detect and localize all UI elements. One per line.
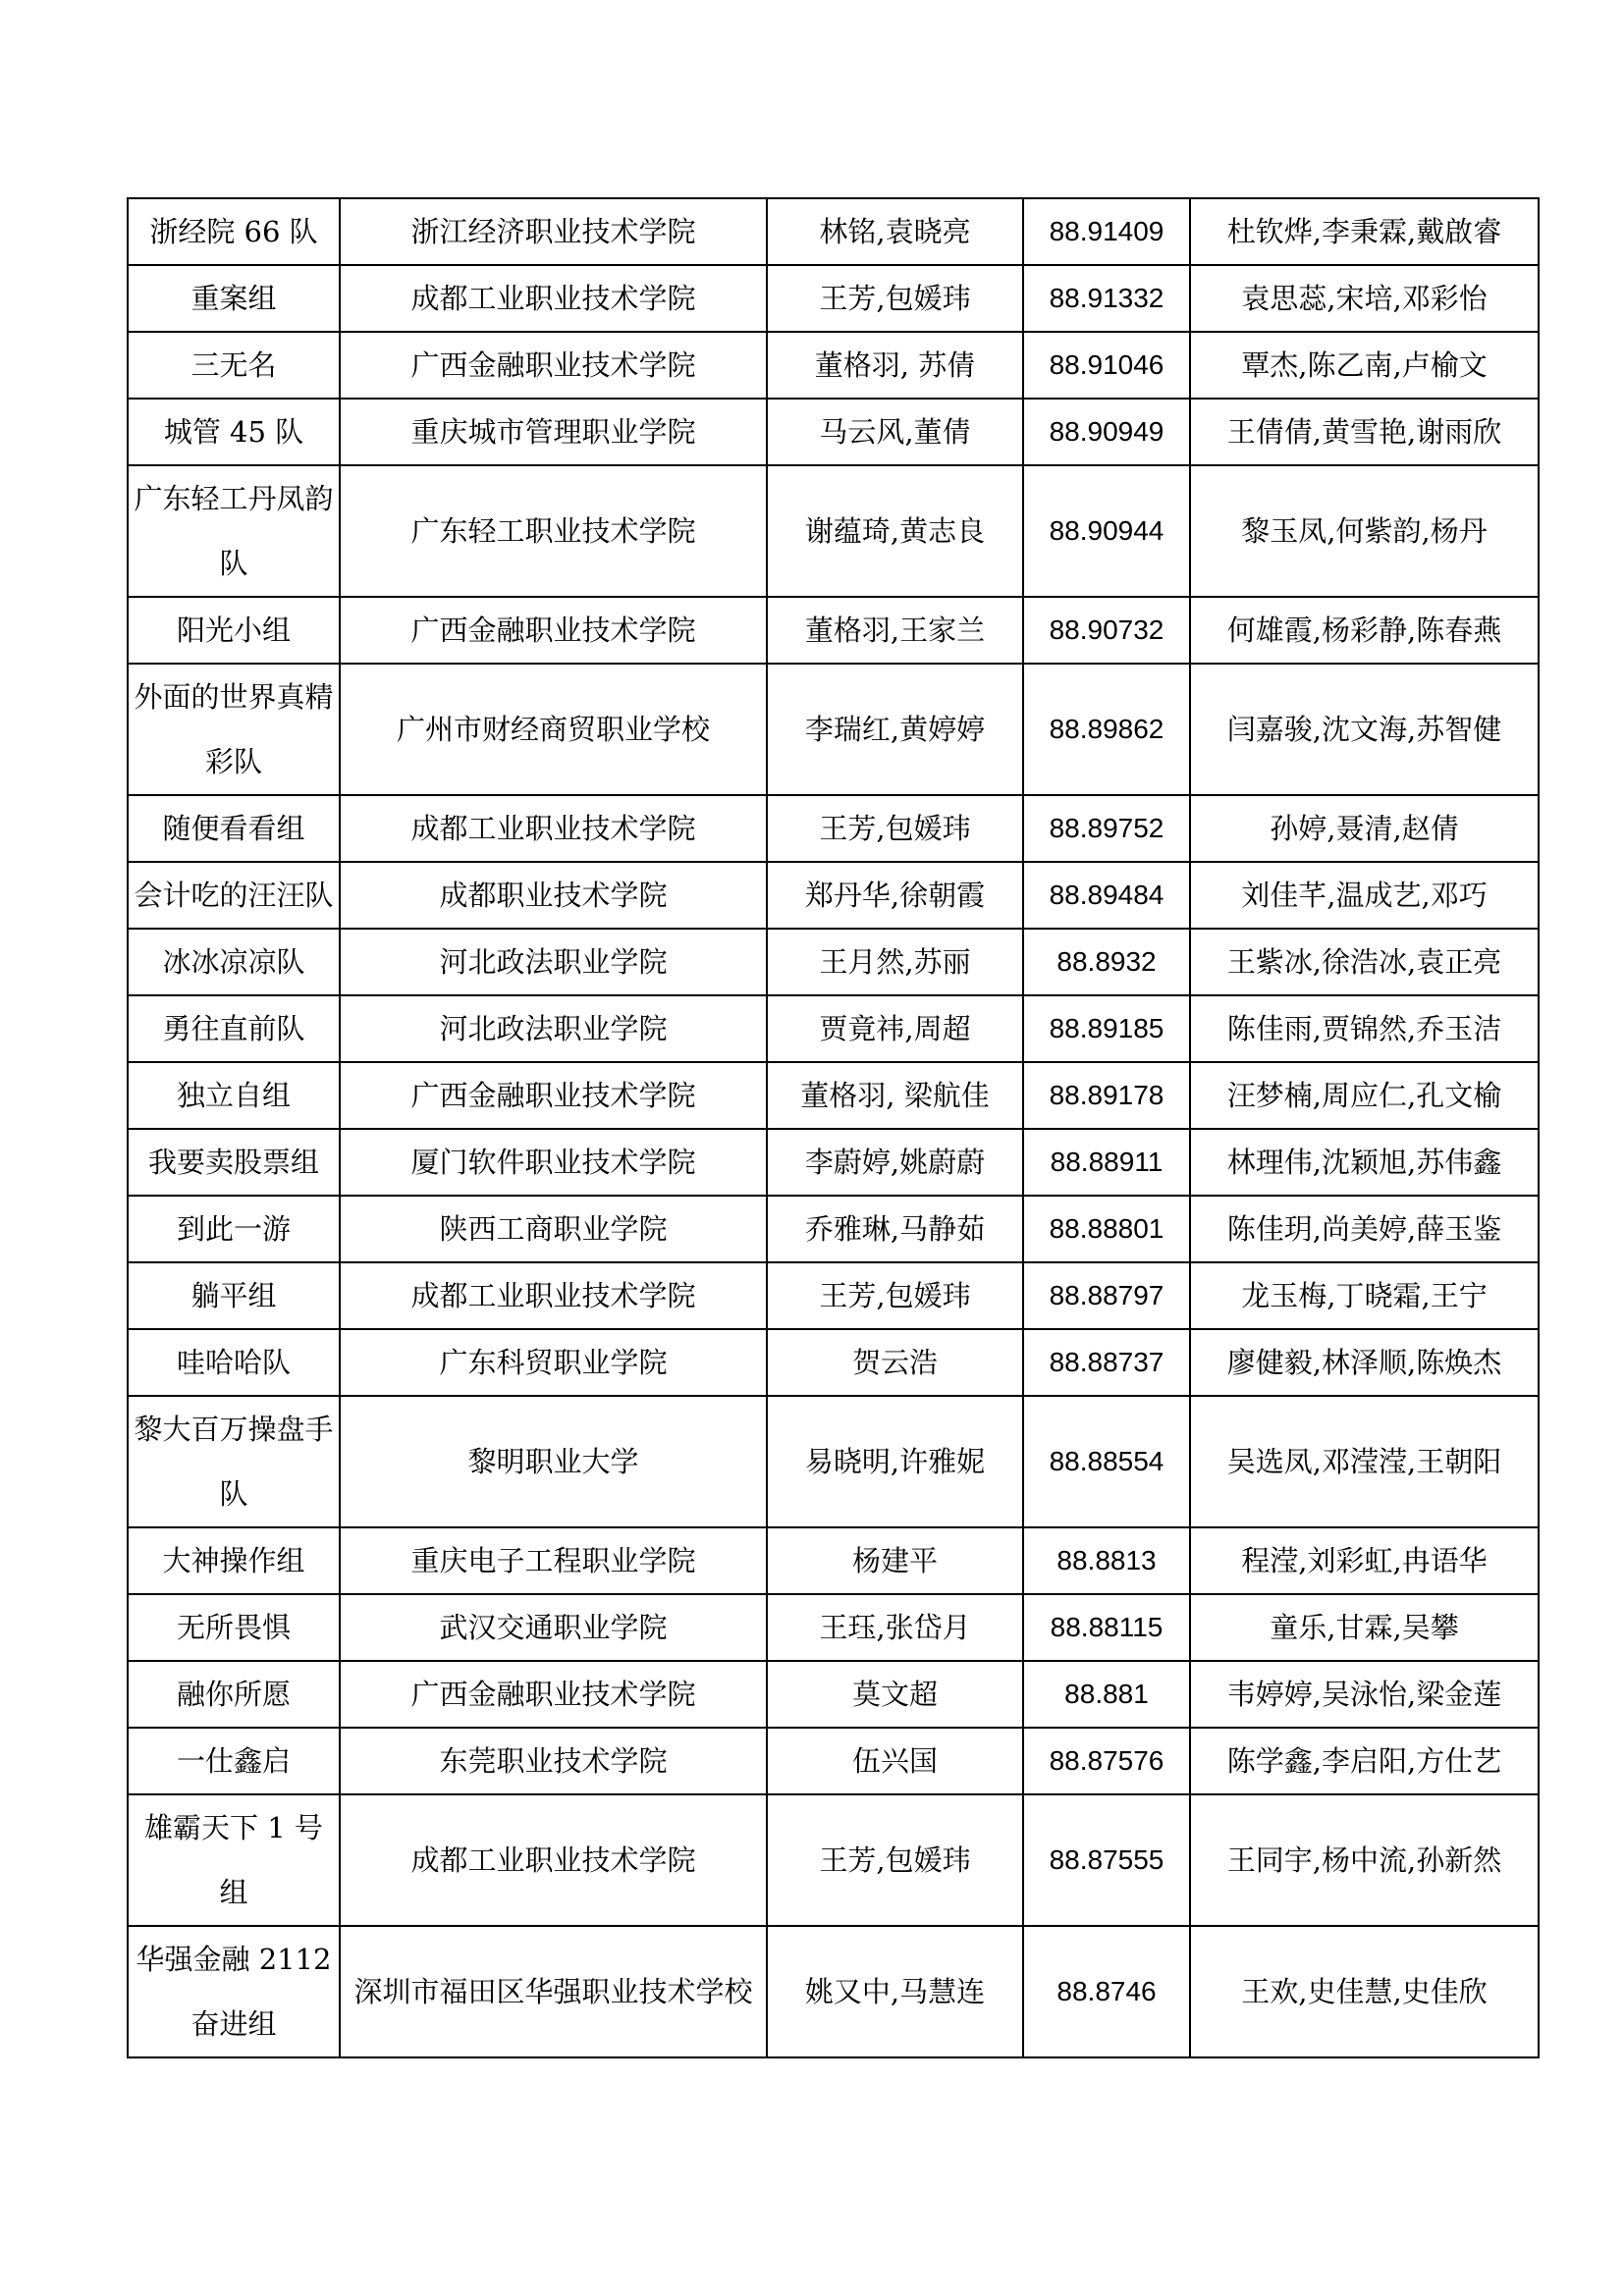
school-cell: 广西金融职业技术学院 xyxy=(340,1062,767,1129)
advisors-cell: 贾竟祎,周超 xyxy=(767,995,1023,1062)
table-row xyxy=(128,862,1539,929)
table-row xyxy=(128,399,1539,465)
score-cell: 88.89178 xyxy=(1023,1062,1190,1129)
advisors-cell: 王月然,苏丽 xyxy=(767,929,1023,995)
advisors-cell: 易晓明,许雅妮 xyxy=(767,1396,1023,1527)
score-cell: 88.88801 xyxy=(1023,1196,1190,1262)
team-name-cell: 广东轻工丹凤韵队 xyxy=(128,465,340,597)
table-row xyxy=(128,1594,1539,1661)
members-cell: 黎玉凤,何紫韵,杨丹 xyxy=(1190,465,1539,597)
table-row xyxy=(128,332,1539,399)
team-name-cell: 到此一游 xyxy=(128,1196,340,1262)
members-cell: 吴选凤,邓滢滢,王朝阳 xyxy=(1190,1396,1539,1527)
members-cell: 陈佳玥,尚美婷,薛玉鉴 xyxy=(1190,1196,1539,1262)
members-cell: 王倩倩,黄雪艳,谢雨欣 xyxy=(1190,399,1539,465)
score-cell: 88.87555 xyxy=(1023,1794,1190,1926)
members-cell: 覃杰,陈乙南,卢榆文 xyxy=(1190,332,1539,399)
score-cell: 88.91332 xyxy=(1023,265,1190,332)
advisors-cell: 杨建平 xyxy=(767,1527,1023,1594)
team-name-cell: 阳光小组 xyxy=(128,597,340,664)
members-cell: 王欢,史佳慧,史佳欣 xyxy=(1190,1926,1539,2057)
school-cell: 黎明职业大学 xyxy=(340,1396,767,1527)
score-cell: 88.89484 xyxy=(1023,862,1190,929)
table-row xyxy=(128,1794,1539,1926)
school-cell: 广西金融职业技术学院 xyxy=(340,332,767,399)
members-cell: 王紫冰,徐浩冰,袁正亮 xyxy=(1190,929,1539,995)
table-row xyxy=(128,1661,1539,1728)
score-cell: 88.88911 xyxy=(1023,1129,1190,1196)
table-row xyxy=(128,795,1539,862)
score-cell: 88.881 xyxy=(1023,1661,1190,1728)
score-cell: 88.90944 xyxy=(1023,465,1190,597)
score-cell: 88.89185 xyxy=(1023,995,1190,1062)
team-name-cell: 雄霸天下 1 号组 xyxy=(128,1794,340,1926)
table-row xyxy=(128,1196,1539,1262)
school-cell: 武汉交通职业学院 xyxy=(340,1594,767,1661)
score-cell: 88.88115 xyxy=(1023,1594,1190,1661)
school-cell: 成都工业职业技术学院 xyxy=(340,795,767,862)
advisors-cell: 林铭,袁晓亮 xyxy=(767,198,1023,265)
table-row xyxy=(128,1396,1539,1527)
advisors-cell: 董格羽, 梁航佳 xyxy=(767,1062,1023,1129)
advisors-cell: 王芳,包媛玮 xyxy=(767,1794,1023,1926)
team-name-cell: 随便看看组 xyxy=(128,795,340,862)
team-name-cell: 融你所愿 xyxy=(128,1661,340,1728)
school-cell: 成都工业职业技术学院 xyxy=(340,1794,767,1926)
score-cell: 88.89752 xyxy=(1023,795,1190,862)
team-name-cell: 华强金融 2112 奋进组 xyxy=(128,1926,340,2057)
table-row xyxy=(128,664,1539,795)
table-row xyxy=(128,1262,1539,1329)
score-cell: 88.88554 xyxy=(1023,1396,1190,1527)
results-table-body xyxy=(128,198,1539,2057)
advisors-cell: 王芳,包媛玮 xyxy=(767,795,1023,862)
score-cell: 88.89862 xyxy=(1023,664,1190,795)
members-cell: 王同宇,杨中流,孙新然 xyxy=(1190,1794,1539,1926)
advisors-cell: 董格羽, 苏倩 xyxy=(767,332,1023,399)
members-cell: 程滢,刘彩虹,冉语华 xyxy=(1190,1527,1539,1594)
school-cell: 成都职业技术学院 xyxy=(340,862,767,929)
team-name-cell: 会计吃的汪汪队 xyxy=(128,862,340,929)
team-name-cell: 重案组 xyxy=(128,265,340,332)
school-cell: 厦门软件职业技术学院 xyxy=(340,1129,767,1196)
team-name-cell: 三无名 xyxy=(128,332,340,399)
advisors-cell: 董格羽,王家兰 xyxy=(767,597,1023,664)
table-row xyxy=(128,1926,1539,2057)
school-cell: 深圳市福田区华强职业技术学校 xyxy=(340,1926,767,2057)
advisors-cell: 李瑞红,黄婷婷 xyxy=(767,664,1023,795)
school-cell: 广东科贸职业学院 xyxy=(340,1329,767,1396)
advisors-cell: 谢蕴琦,黄志良 xyxy=(767,465,1023,597)
school-cell: 东莞职业技术学院 xyxy=(340,1728,767,1794)
members-cell: 孙婷,聂清,赵倩 xyxy=(1190,795,1539,862)
advisors-cell: 乔雅琳,马静茹 xyxy=(767,1196,1023,1262)
score-cell: 88.90949 xyxy=(1023,399,1190,465)
school-cell: 河北政法职业学院 xyxy=(340,929,767,995)
table-row xyxy=(128,265,1539,332)
table-row xyxy=(128,465,1539,597)
members-cell: 陈学鑫,李启阳,方仕艺 xyxy=(1190,1728,1539,1794)
team-name-cell: 黎大百万操盘手队 xyxy=(128,1396,340,1527)
advisors-cell: 伍兴国 xyxy=(767,1728,1023,1794)
advisors-cell: 李蔚婷,姚蔚蔚 xyxy=(767,1129,1023,1196)
team-name-cell: 大神操作组 xyxy=(128,1527,340,1594)
table-row xyxy=(128,198,1539,265)
results-table xyxy=(127,197,1540,2058)
members-cell: 陈佳雨,贾锦然,乔玉洁 xyxy=(1190,995,1539,1062)
school-cell: 重庆城市管理职业学院 xyxy=(340,399,767,465)
members-cell: 刘佳芊,温成艺,邓巧 xyxy=(1190,862,1539,929)
school-cell: 广东轻工职业技术学院 xyxy=(340,465,767,597)
table-row xyxy=(128,597,1539,664)
team-name-cell: 勇往直前队 xyxy=(128,995,340,1062)
advisors-cell: 王芳,包媛玮 xyxy=(767,1262,1023,1329)
members-cell: 汪梦楠,周应仁,孔文榆 xyxy=(1190,1062,1539,1129)
score-cell: 88.90732 xyxy=(1023,597,1190,664)
team-name-cell: 城管 45 队 xyxy=(128,399,340,465)
table-row xyxy=(128,1527,1539,1594)
advisors-cell: 莫文超 xyxy=(767,1661,1023,1728)
table-row xyxy=(128,1062,1539,1129)
team-name-cell: 躺平组 xyxy=(128,1262,340,1329)
table-row xyxy=(128,995,1539,1062)
team-name-cell: 一仕鑫启 xyxy=(128,1728,340,1794)
school-cell: 浙江经济职业技术学院 xyxy=(340,198,767,265)
advisors-cell: 马云风,董倩 xyxy=(767,399,1023,465)
members-cell: 韦婷婷,吴泳怡,梁金莲 xyxy=(1190,1661,1539,1728)
score-cell: 88.8813 xyxy=(1023,1527,1190,1594)
score-cell: 88.91046 xyxy=(1023,332,1190,399)
team-name-cell: 我要卖股票组 xyxy=(128,1129,340,1196)
members-cell: 龙玉梅,丁晓霜,王宁 xyxy=(1190,1262,1539,1329)
members-cell: 杜钦烨,李秉霖,戴啟睿 xyxy=(1190,198,1539,265)
school-cell: 广州市财经商贸职业学校 xyxy=(340,664,767,795)
team-name-cell: 外面的世界真精彩队 xyxy=(128,664,340,795)
members-cell: 袁思蕊,宋培,邓彩怡 xyxy=(1190,265,1539,332)
score-cell: 88.88797 xyxy=(1023,1262,1190,1329)
members-cell: 何雄霞,杨彩静,陈春燕 xyxy=(1190,597,1539,664)
table-row xyxy=(128,1329,1539,1396)
members-cell: 廖健毅,林泽顺,陈焕杰 xyxy=(1190,1329,1539,1396)
advisors-cell: 姚又中,马慧连 xyxy=(767,1926,1023,2057)
members-cell: 童乐,甘霖,吴攀 xyxy=(1190,1594,1539,1661)
school-cell: 广西金融职业技术学院 xyxy=(340,597,767,664)
school-cell: 成都工业职业技术学院 xyxy=(340,1262,767,1329)
score-cell: 88.88737 xyxy=(1023,1329,1190,1396)
table-row xyxy=(128,1129,1539,1196)
team-name-cell: 独立自组 xyxy=(128,1062,340,1129)
score-cell: 88.87576 xyxy=(1023,1728,1190,1794)
score-cell: 88.8746 xyxy=(1023,1926,1190,2057)
table-row xyxy=(128,929,1539,995)
score-cell: 88.8932 xyxy=(1023,929,1190,995)
team-name-cell: 无所畏惧 xyxy=(128,1594,340,1661)
school-cell: 重庆电子工程职业学院 xyxy=(340,1527,767,1594)
team-name-cell: 哇哈哈队 xyxy=(128,1329,340,1396)
advisors-cell: 郑丹华,徐朝霞 xyxy=(767,862,1023,929)
members-cell: 林理伟,沈颖旭,苏伟鑫 xyxy=(1190,1129,1539,1196)
team-name-cell: 浙经院 66 队 xyxy=(128,198,340,265)
school-cell: 成都工业职业技术学院 xyxy=(340,265,767,332)
table-row xyxy=(128,1728,1539,1794)
school-cell: 广西金融职业技术学院 xyxy=(340,1661,767,1728)
school-cell: 河北政法职业学院 xyxy=(340,995,767,1062)
team-name-cell: 冰冰凉凉队 xyxy=(128,929,340,995)
school-cell: 陕西工商职业学院 xyxy=(340,1196,767,1262)
score-cell: 88.91409 xyxy=(1023,198,1190,265)
members-cell: 闫嘉骏,沈文海,苏智健 xyxy=(1190,664,1539,795)
advisors-cell: 贺云浩 xyxy=(767,1329,1023,1396)
advisors-cell: 王珏,张岱月 xyxy=(767,1594,1023,1661)
advisors-cell: 王芳,包媛玮 xyxy=(767,265,1023,332)
